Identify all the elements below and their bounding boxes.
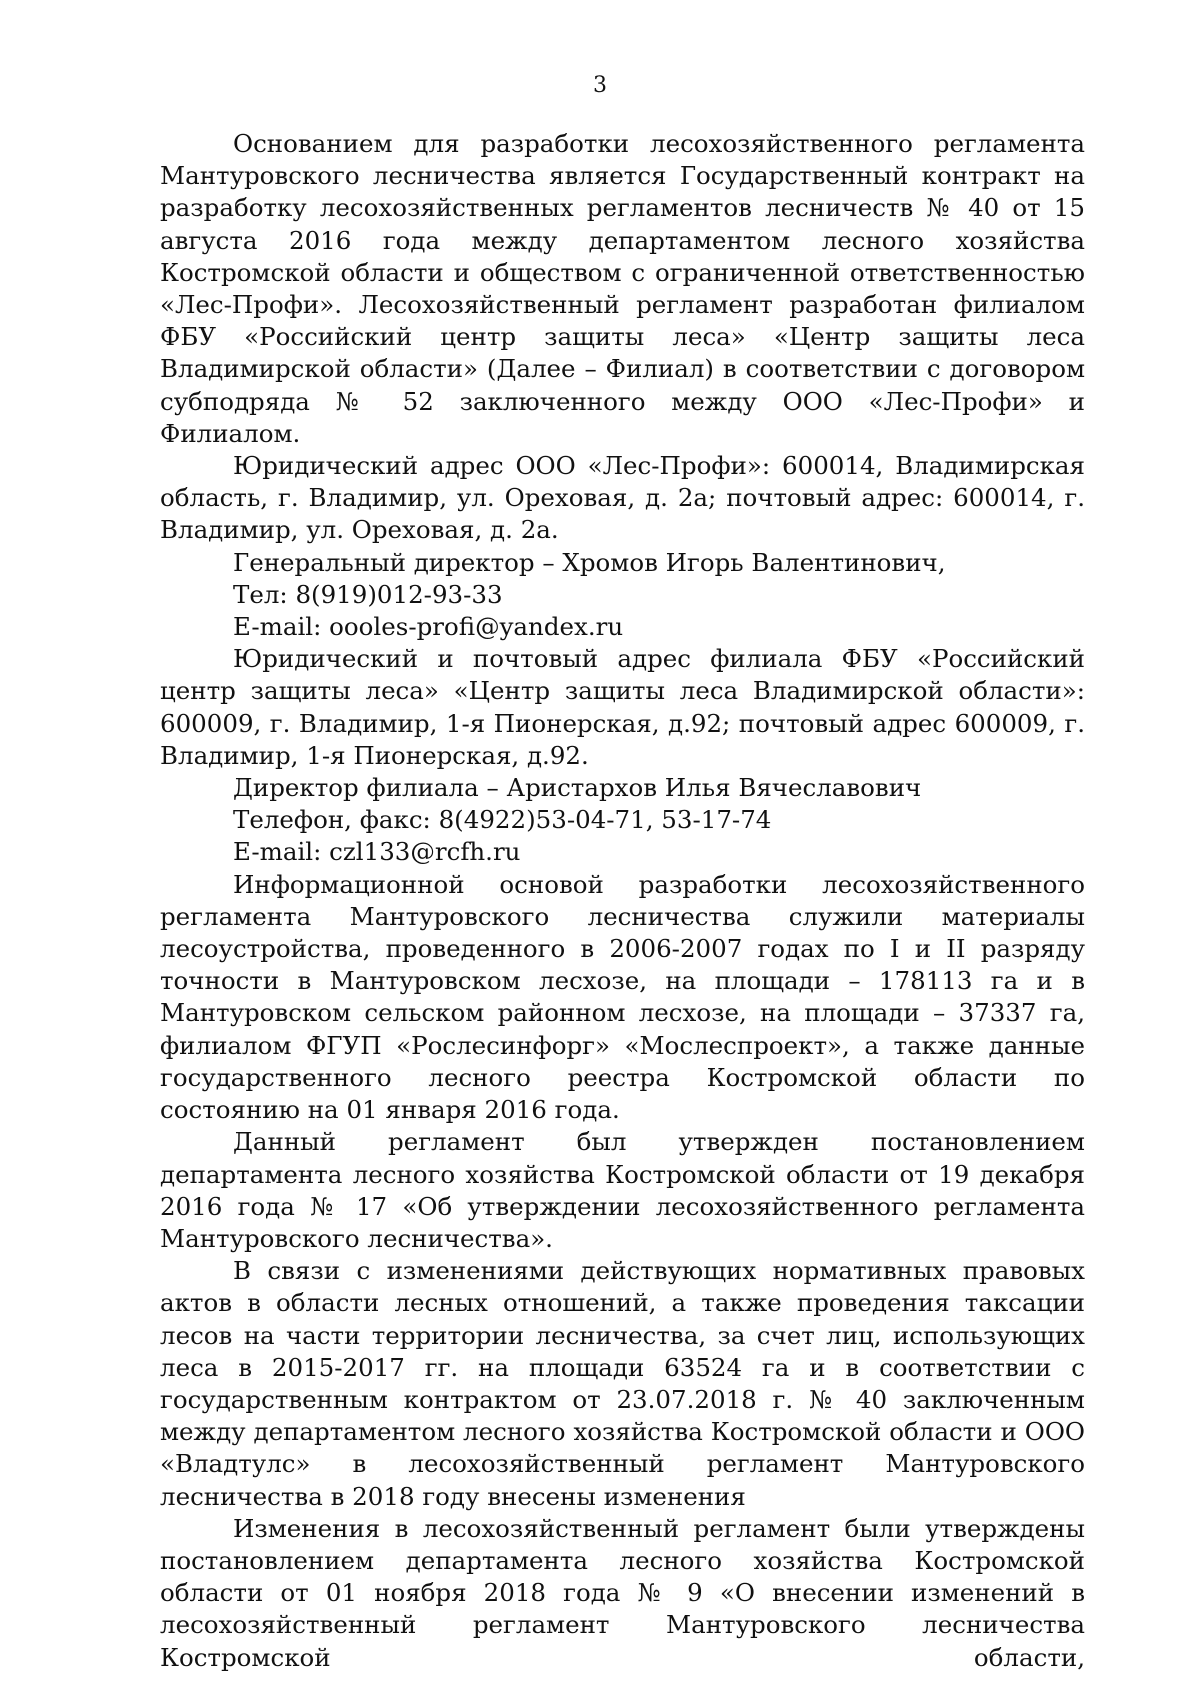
paragraph-branch-director: Директор филиала – Аристархов Илья Вячеславович (233, 773, 922, 803)
paragraph-phone: Тел: 8(919)012-93-33 (233, 579, 503, 609)
paragraph-email: E-mail: oooles-profi@yandex.ru (233, 612, 624, 642)
paragraph-basis: Основанием для разработки лесохозяйственного регламента Мантуровского лесничества является Государственный контракт на разработку лесохозяйственных регламентов лесничеств № 40 от 15 августа 2016 года между департаментом лесного хозяйства Костромской области и обществом с ограниченной ответственностью «Лес-Профи». Лесохозяйственный регламент разработан филиалом ФБУ «Российский центр защиты леса» «Центр защиты леса Владимирской области» (Далее – Филиал) в соответствии с договором субподряда № 52 заключенного между ООО «Лес-Профи» и Филиалом. (160, 129, 1085, 448)
document-body (160, 128, 1085, 1674)
paragraph-general-director: Генеральный директор – Хромов Игорь Валентинович, (233, 547, 946, 577)
paragraph-changes: В связи с изменениями действующих нормативных правовых актов в области лесных отношений, а также проведения таксации лесов на части территории лесничества, за счет лиц, использующих леса в 2015-2017 гг. на площади 63524 га и в соответствии с государственным контрактом от 23.07.2018 г. № 40 заключенным между департаментом лесного хозяйства Костромской области и ООО «Владтулс» в лесохозяйственный регламент Мантуровского лесничества в 2018 году внесены изменения (160, 1256, 1085, 1511)
page-number: 3 (593, 73, 607, 98)
paragraph-information-basis: Информационной основой разработки лесохозяйственного регламента Мантуровского лесничества служили материалы лесоустройства, проведенного в 2006-2007 годах по I и II разряду точности в Мантуровском лесхозе, на площади – 178113 га и в Мантуровском сельском районном лесхозе, на площади – 37337 га, филиалом ФГУП «Рослесинфорг» «Мослеспроект», а также данные государственного лесного реестра Костромской области по состоянию на 01 января 2016 года. (160, 869, 1085, 1125)
paragraph-branch-address: Юридический и почтовый адрес филиала ФБУ «Российский центр защиты леса» «Центр защиты леса Владимирской области»: 600009, г. Владимир, 1-я Пионерская, д.92; почтовый адрес 600009, г. Владимир, 1-я Пионерская, д.92. (160, 644, 1085, 770)
paragraph-branch-phone: Телефон, факс: 8(4922)53-04-71, 53-17-74 (233, 805, 772, 835)
paragraph-branch-email: E-mail: czl133@rcfh.ru (233, 837, 521, 867)
paragraph-approval: Данный регламент был утвержден постановлением департамента лесного хозяйства Костромской области от 19 декабря 2016 года № 17 «Об утверждении лесохозяйственного регламента Мантуровского лесничества». (160, 1127, 1085, 1253)
paragraph-legal-address: Юридический адрес ООО «Лес-Профи»: 600014, Владимирская область, г. Владимир, ул. Ореховая, д. 2а; почтовый адрес: 600014, г. Владимир, ул. Ореховая, д. 2а. (160, 451, 1085, 545)
paragraph-changes-approval: Изменения в лесохозяйственный регламент были утверждены постановлением департамента лесного хозяйства Костромской области от 01 ноября 2018 года № 9 «О внесении изменений в лесохозяйственный регламент Мантуровского лесничества Костромской области, (160, 1513, 1085, 1672)
